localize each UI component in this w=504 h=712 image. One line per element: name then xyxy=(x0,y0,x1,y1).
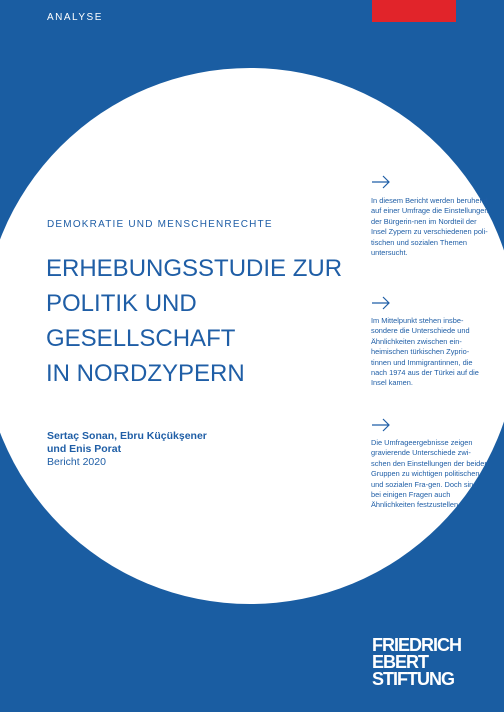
report-year: Bericht 2020 xyxy=(47,456,106,468)
title-line-2: POLITIK UND GESELLSCHAFT xyxy=(46,290,236,352)
authors-line-2: und Enis Porat xyxy=(47,443,122,455)
title-line-3: IN NORDZYPERN xyxy=(46,360,245,387)
summary-block-1: In diesem Bericht werden beruhend auf einer Umfrage die Einstellungen der Bürgerin-nen im Nordteil der Insel Zypern zu verschiedenen poli-tischen und sozialen Themen untersucht. xyxy=(371,196,489,258)
arrow-right-icon xyxy=(371,175,391,189)
series-kicker: DEMOKRATIE UND MENSCHENRECHTE xyxy=(47,219,273,230)
page-title xyxy=(46,251,376,391)
summary-block-3: Die Umfrageergebnisse zeigen gravierende Unterschiede zwi-schen den Einstellungen der beiden Gruppen zu wichtigen politischen und sozialen Fra-gen. Doch sind bei einigen Fragen auch Ähnlichkeiten festzustellen. xyxy=(371,438,489,510)
arrow-right-icon xyxy=(371,296,391,310)
arrow-right-icon xyxy=(371,418,391,432)
logo-line-2: EBERT xyxy=(372,652,429,672)
summary-block-2: Im Mittelpunkt stehen insbe-sondere die Unterschiede und Ähnlichkeiten zwischen ein-heimischen türkischen Zyprio-tinnen und Immigrantinnen, die nach 1974 aus der Türkei auf die Insel kamen. xyxy=(371,316,479,388)
red-accent-bar xyxy=(372,0,456,22)
authors-block xyxy=(47,430,207,469)
logo-line-3: STIFTUNG xyxy=(372,669,454,689)
document-type-label: ANALYSE xyxy=(47,12,103,23)
title-line-1: ERHEBUNGSSTUDIE ZUR xyxy=(46,255,343,282)
fes-logo xyxy=(372,637,462,688)
logo-line-1: FRIEDRICH xyxy=(372,635,461,655)
authors-line-1: Sertaç Sonan, Ebru Küçükşener xyxy=(47,430,207,442)
